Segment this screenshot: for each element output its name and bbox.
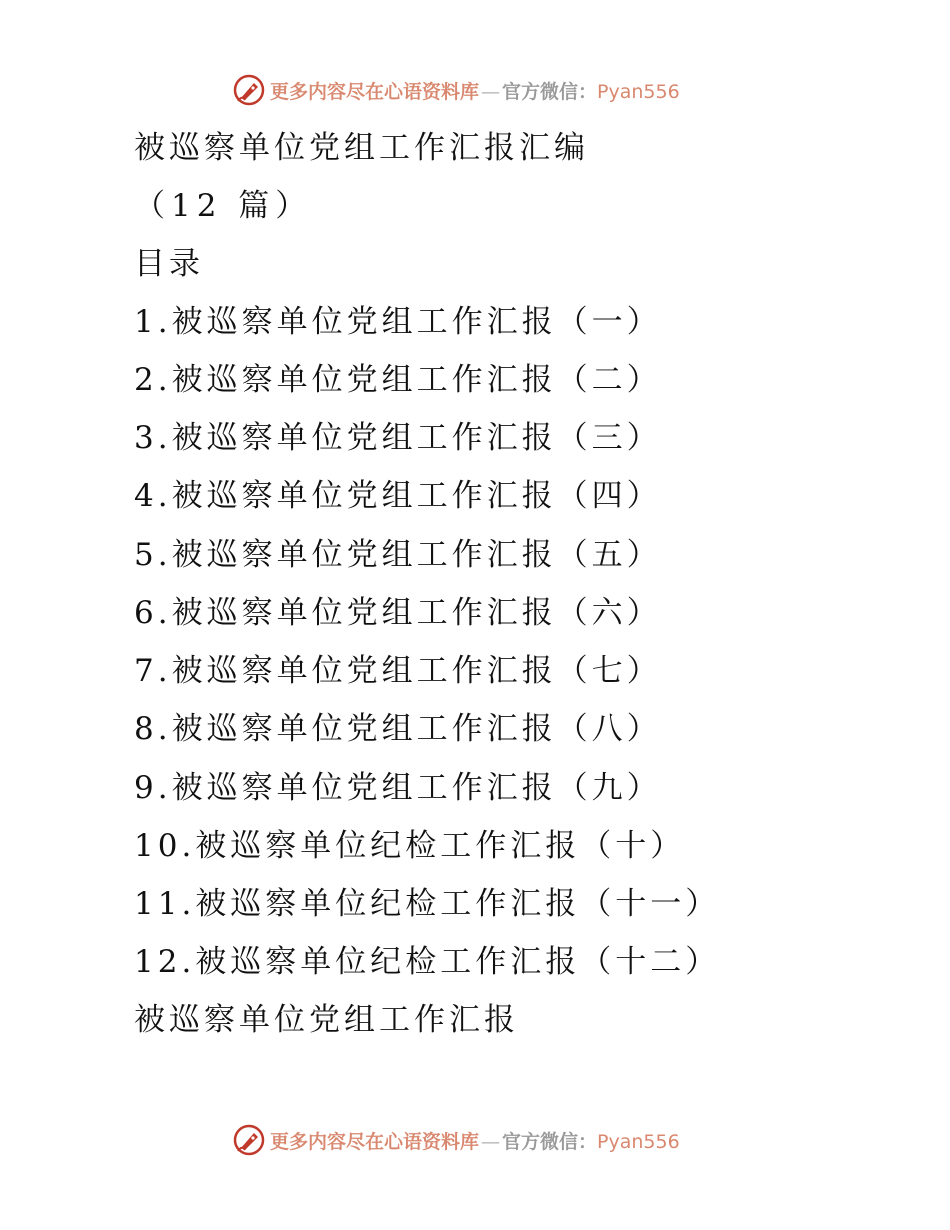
document-count: （12 篇）	[134, 188, 313, 224]
document-title: 被巡察单位党组工作汇报汇编	[134, 130, 589, 166]
section-title: 被巡察单位党组工作汇报	[134, 1002, 519, 1038]
pen-nib-icon	[232, 1123, 266, 1157]
toc-item: 5.被巡察单位党组工作汇报（五）	[134, 537, 662, 573]
toc-item: 7.被巡察单位党组工作汇报（七）	[134, 653, 662, 689]
toc-item: 10.被巡察单位纪检工作汇报（十）	[134, 828, 686, 864]
watermark-separator: —	[481, 1130, 501, 1153]
toc-item: 4.被巡察单位党组工作汇报（四）	[134, 478, 662, 514]
toc-item: 1.被巡察单位党组工作汇报（一）	[134, 304, 662, 340]
header-watermark	[232, 72, 680, 108]
toc-item: 11.被巡察单位纪检工作汇报（十一）	[134, 886, 721, 922]
toc-item: 9.被巡察单位党组工作汇报（九）	[134, 770, 662, 806]
toc-heading: 目录	[134, 246, 204, 282]
watermark-main: 更多内容尽在心语资料库	[270, 1130, 480, 1153]
toc-item: 12.被巡察单位纪检工作汇报（十二）	[134, 944, 721, 980]
watermark-official: 官方微信：	[502, 1130, 598, 1153]
watermark-official: 官方微信：	[502, 80, 598, 103]
toc-item: 2.被巡察单位党组工作汇报（二）	[134, 362, 662, 398]
toc-item: 6.被巡察单位党组工作汇报（六）	[134, 595, 662, 631]
watermark-text	[270, 77, 680, 104]
watermark-main: 更多内容尽在心语资料库	[270, 80, 480, 103]
pen-nib-icon	[232, 73, 266, 107]
watermark-separator: —	[481, 80, 501, 103]
watermark-wechat-id: Pyan556	[597, 80, 680, 103]
toc-item: 3.被巡察单位党组工作汇报（三）	[134, 420, 662, 456]
watermark-text	[270, 1127, 680, 1154]
watermark-wechat-id: Pyan556	[597, 1130, 680, 1153]
footer-watermark	[232, 1122, 680, 1158]
toc-item: 8.被巡察单位党组工作汇报（八）	[134, 711, 662, 747]
